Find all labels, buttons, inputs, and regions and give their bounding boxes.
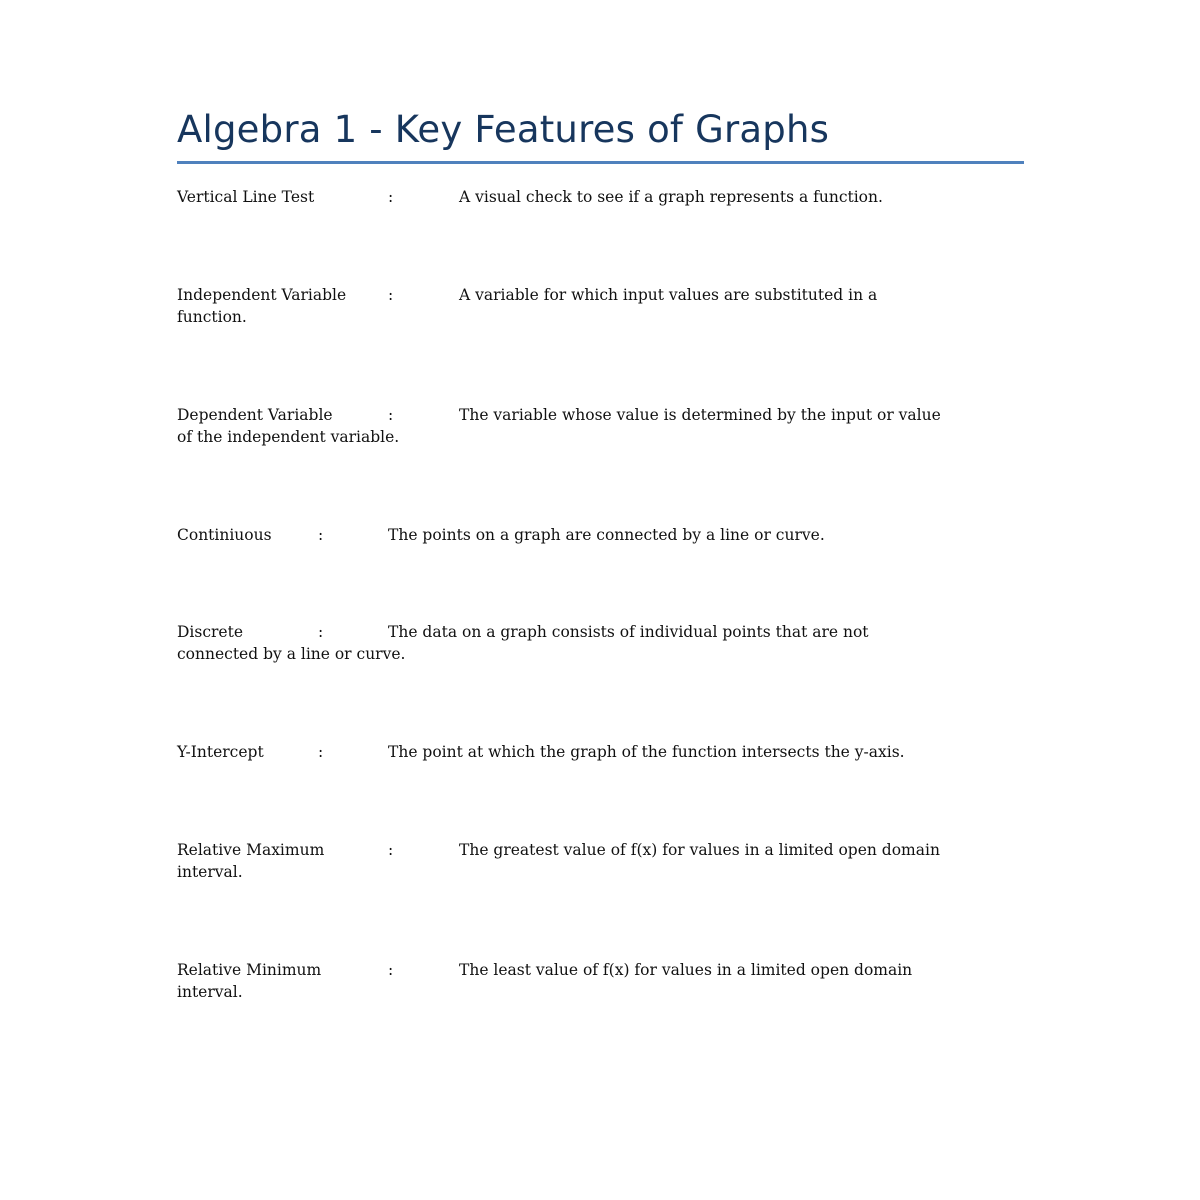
entry-definition: The data on a graph consists of individual points that are not xyxy=(388,623,869,641)
entry-term: Discrete xyxy=(177,623,244,641)
entry-definition: The greatest value of f(x) for values in a limited open domain xyxy=(459,841,940,859)
entry-definition: The point at which the graph of the function intersects the y-axis. xyxy=(388,743,905,761)
entry-definition-continued: connected by a line or curve. xyxy=(177,645,406,663)
document-title: Algebra 1 - Key Features of Graphs xyxy=(177,108,830,151)
glossary-entry xyxy=(177,524,1037,546)
entry-separator: : xyxy=(318,526,324,544)
entry-definition-continued: of the independent variable. xyxy=(177,428,400,446)
glossary-entry xyxy=(177,959,1037,1003)
entry-term: Vertical Line Test xyxy=(177,188,315,206)
glossary-entry xyxy=(177,741,1037,763)
entry-definition: A variable for which input values are substituted in a xyxy=(459,286,878,304)
entry-definition: The least value of f(x) for values in a limited open domain xyxy=(459,961,913,979)
entry-separator: : xyxy=(388,841,394,859)
entry-separator: : xyxy=(318,743,324,761)
entry-separator: : xyxy=(388,286,394,304)
entry-separator: : xyxy=(388,406,394,424)
entry-term: Relative Maximum xyxy=(177,841,325,859)
entry-definition: A visual check to see if a graph represents a function. xyxy=(459,188,883,206)
entry-definition-continued: interval. xyxy=(177,983,243,1001)
glossary-entry xyxy=(177,284,1037,328)
entry-term: Relative Minimum xyxy=(177,961,322,979)
glossary-entry xyxy=(177,621,1037,665)
entry-term: Independent Variable xyxy=(177,286,347,304)
entry-term: Continiuous xyxy=(177,526,272,544)
entry-definition: The points on a graph are connected by a line or curve. xyxy=(388,526,825,544)
title-underline xyxy=(177,161,1024,164)
entry-term: Dependent Variable xyxy=(177,406,333,424)
entry-separator: : xyxy=(318,623,324,641)
glossary-entry xyxy=(177,186,1037,208)
entry-definition-continued: function. xyxy=(177,308,247,326)
glossary-entry xyxy=(177,839,1037,883)
glossary-entry xyxy=(177,404,1037,448)
entry-separator: : xyxy=(388,188,394,206)
entry-term: Y-Intercept xyxy=(177,743,264,761)
entry-definition-continued: interval. xyxy=(177,863,243,881)
entry-separator: : xyxy=(388,961,394,979)
entry-definition: The variable whose value is determined by the input or value xyxy=(459,406,941,424)
